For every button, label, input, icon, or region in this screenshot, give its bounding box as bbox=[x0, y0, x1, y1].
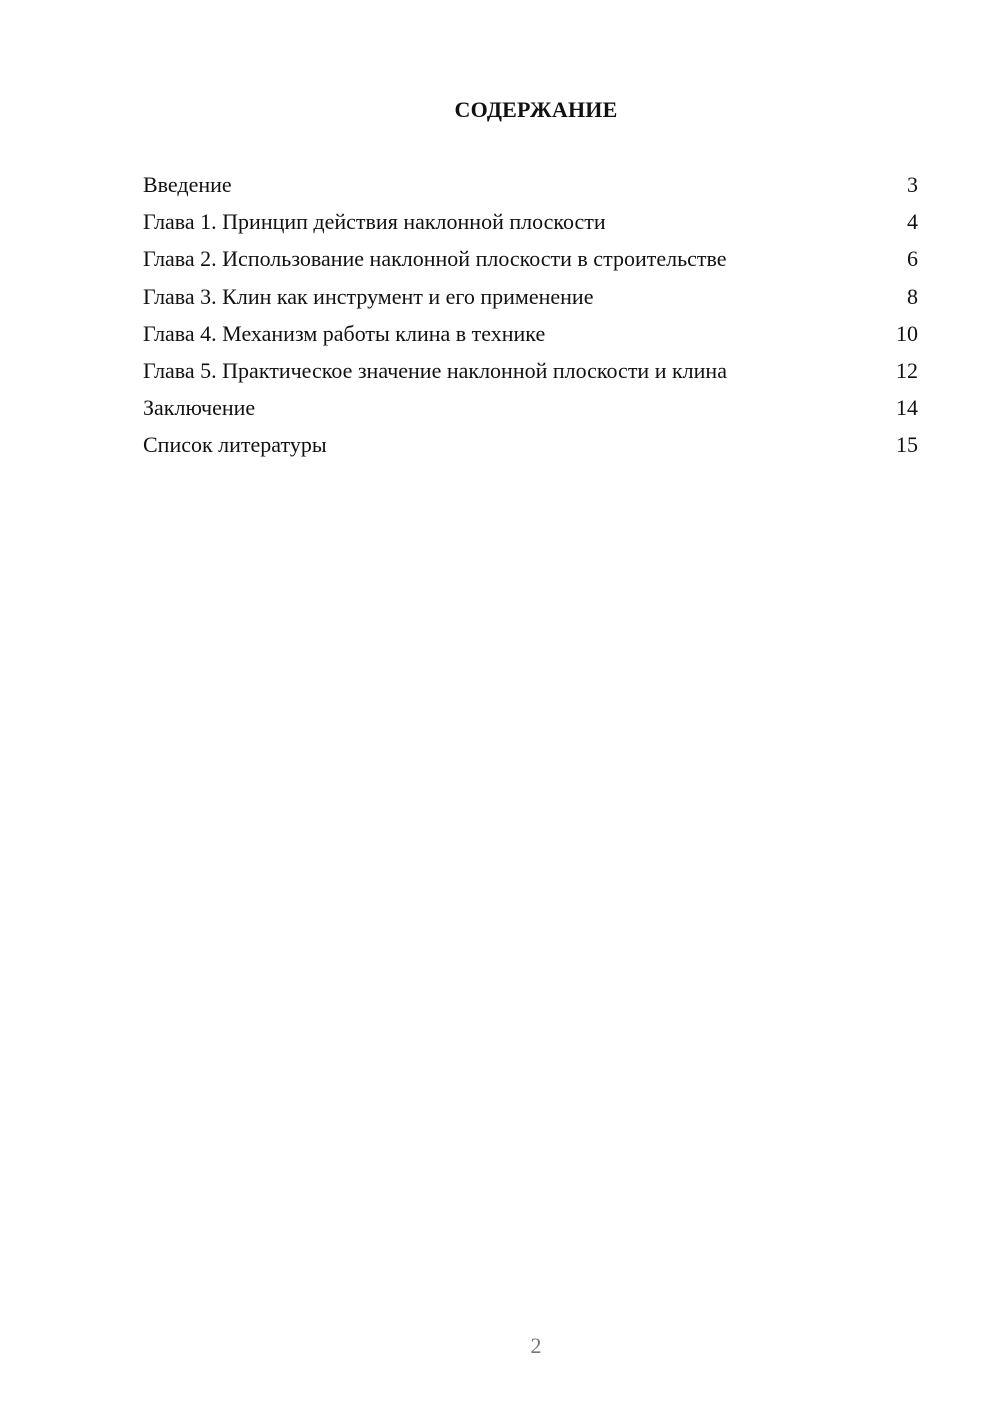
toc-entry-label: Заключение bbox=[143, 395, 256, 421]
toc-entry-page: 3 bbox=[907, 172, 918, 197]
toc-entry-label: Список литературы bbox=[143, 432, 327, 458]
toc-entry-chapter-3 bbox=[143, 278, 918, 315]
toc-entry-label: Глава 5. Практическое значение наклонной плоскости и клина bbox=[143, 357, 727, 383]
toc-entry-page: 15 bbox=[896, 432, 918, 458]
toc-entry-page: 8 bbox=[907, 283, 918, 309]
toc-entry-page: 12 bbox=[896, 357, 918, 383]
table-of-contents bbox=[143, 166, 918, 464]
toc-entry-label: Глава 2. Использование наклонной плоскости в строительстве bbox=[143, 246, 727, 272]
toc-entry-chapter-1 bbox=[143, 203, 918, 240]
toc-title: СОДЕРЖАНИЕ bbox=[454, 97, 618, 122]
toc-entry-label: Глава 3. Клин как инструмент и его применение bbox=[143, 283, 594, 309]
toc-entry-chapter-4 bbox=[143, 315, 918, 352]
page-number: 2 bbox=[530, 1333, 542, 1358]
toc-entry-page: 14 bbox=[896, 395, 918, 421]
toc-entry-label: Введение bbox=[143, 172, 232, 197]
toc-entry-introduction bbox=[143, 166, 918, 203]
toc-entry-page: 6 bbox=[907, 246, 918, 272]
toc-entry-chapter-2 bbox=[143, 240, 918, 277]
toc-entry-page: 10 bbox=[896, 320, 918, 346]
toc-entry-page: 4 bbox=[907, 209, 918, 235]
toc-entry-label: Глава 1. Принцип действия наклонной плоскости bbox=[143, 209, 606, 235]
toc-entry-chapter-5 bbox=[143, 352, 918, 389]
toc-entry-references bbox=[143, 426, 918, 463]
toc-entry-conclusion bbox=[143, 389, 918, 426]
toc-entry-label: Глава 4. Механизм работы клина в технике bbox=[143, 320, 546, 346]
